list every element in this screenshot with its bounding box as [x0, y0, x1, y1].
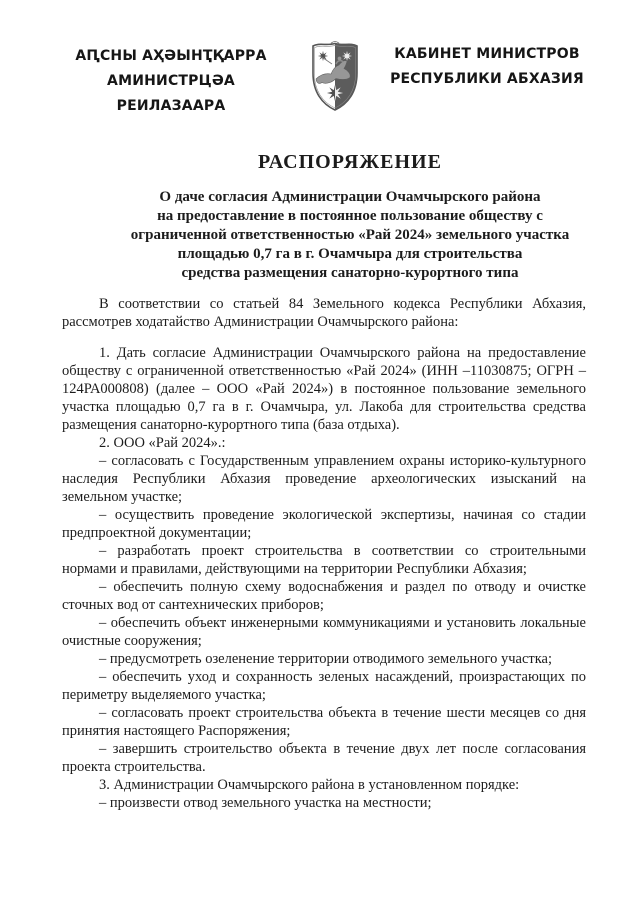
directive-item: – согласовать проект строительства объекта в течение шести месяцев со дня принятия настоящего Распоряжения;: [62, 705, 586, 739]
directive-item: – завершить строительство объекта в течение двух лет после согласования проекта строительства.: [62, 741, 586, 775]
directive-item: – предусмотреть озеленение территории отводимого земельного участка;: [99, 651, 553, 667]
directive-item: – осуществить проведение экологической экспертизы, начиная со стадии предпроектной документации;: [62, 507, 586, 541]
document-subject: [90, 188, 610, 283]
org-name-russian: [381, 40, 593, 92]
directive-item: – согласовать с Государственным управлением охраны историко-культурного наследия Республики Абхазия проведение археологических изысканий на земельном участке;: [62, 453, 586, 505]
subject-line: средства размещения санаторно-курортного типа: [181, 265, 519, 281]
coat-of-arms-icon: [310, 40, 360, 112]
directive-item: – разработать проект строительства в соответствии со строительными нормами и правилами, действующими на территории Республики Абхазия;: [62, 543, 586, 577]
document-title: РАСПОРЯЖЕНИЕ: [258, 151, 442, 173]
abkhazia-coat-of-arms-emblem: [310, 40, 360, 112]
subject-line: на предоставление в постоянное пользование обществу с: [157, 208, 543, 224]
item-1-paragraph: 1. Дать согласие Администрации Очамчырского района на предоставление обществу с ограниченной ответственностью «Рай 2024» (ИНН –11030875; ОГРН – 124РА000808) (далее – ООО «Рай 2024») в постоянное пользование земельного участка площадью 0,7 га в г. Очамчыра, ул. Лакоба для строительства средства размещения санаторно-курортного типа (база отдыха).: [62, 345, 586, 433]
org-name-russian-line1: КАБИНЕТ МИНИСТРОВ: [394, 46, 580, 62]
org-name-abkhazian-line2: АМИНИСТРЦӘА РЕИЛАЗААРА: [107, 73, 235, 114]
subject-line: О даче согласия Администрации Очамчырского района: [159, 189, 541, 205]
item-3-heading: 3. Администрации Очамчырского района в установленном порядке:: [99, 777, 520, 793]
subject-line: площадью 0,7 га в г. Очамчыра для строительства: [177, 246, 523, 262]
document-header: [0, 0, 640, 119]
org-name-russian-line2: РЕСПУБЛИКИ АБХАЗИЯ: [390, 71, 584, 87]
intro-paragraph: В соответствии со статьей 84 Земельного кодекса Республики Абхазия, рассмотрев ходатайство Администрации Очамчырского района:: [62, 296, 586, 330]
item-2-heading: 2. ООО «Рай 2024».:: [99, 435, 226, 451]
subject-line: ограниченной ответственностью «Рай 2024» земельного участка: [130, 227, 570, 243]
org-name-abkhazian: [55, 40, 287, 119]
directive-item: – обеспечить полную схему водоснабжения и раздел по отводу и очистке сточных вод от сантехнических приборов;: [62, 579, 586, 613]
directive-item: – обеспечить объект инженерными коммуникациями и установить локальные очистные сооружения;: [62, 615, 586, 649]
directive-item: – обеспечить уход и сохранность зеленых насаждений, произрастающих по периметру выделяемого участка;: [62, 669, 586, 703]
org-name-abkhazian-line1: АԤСНЫ АҲӘЫНҬҚАРРА: [75, 48, 267, 64]
document-body: [62, 295, 586, 812]
title-block: [90, 151, 610, 283]
directive-item: – произвести отвод земельного участка на местности;: [99, 795, 432, 811]
